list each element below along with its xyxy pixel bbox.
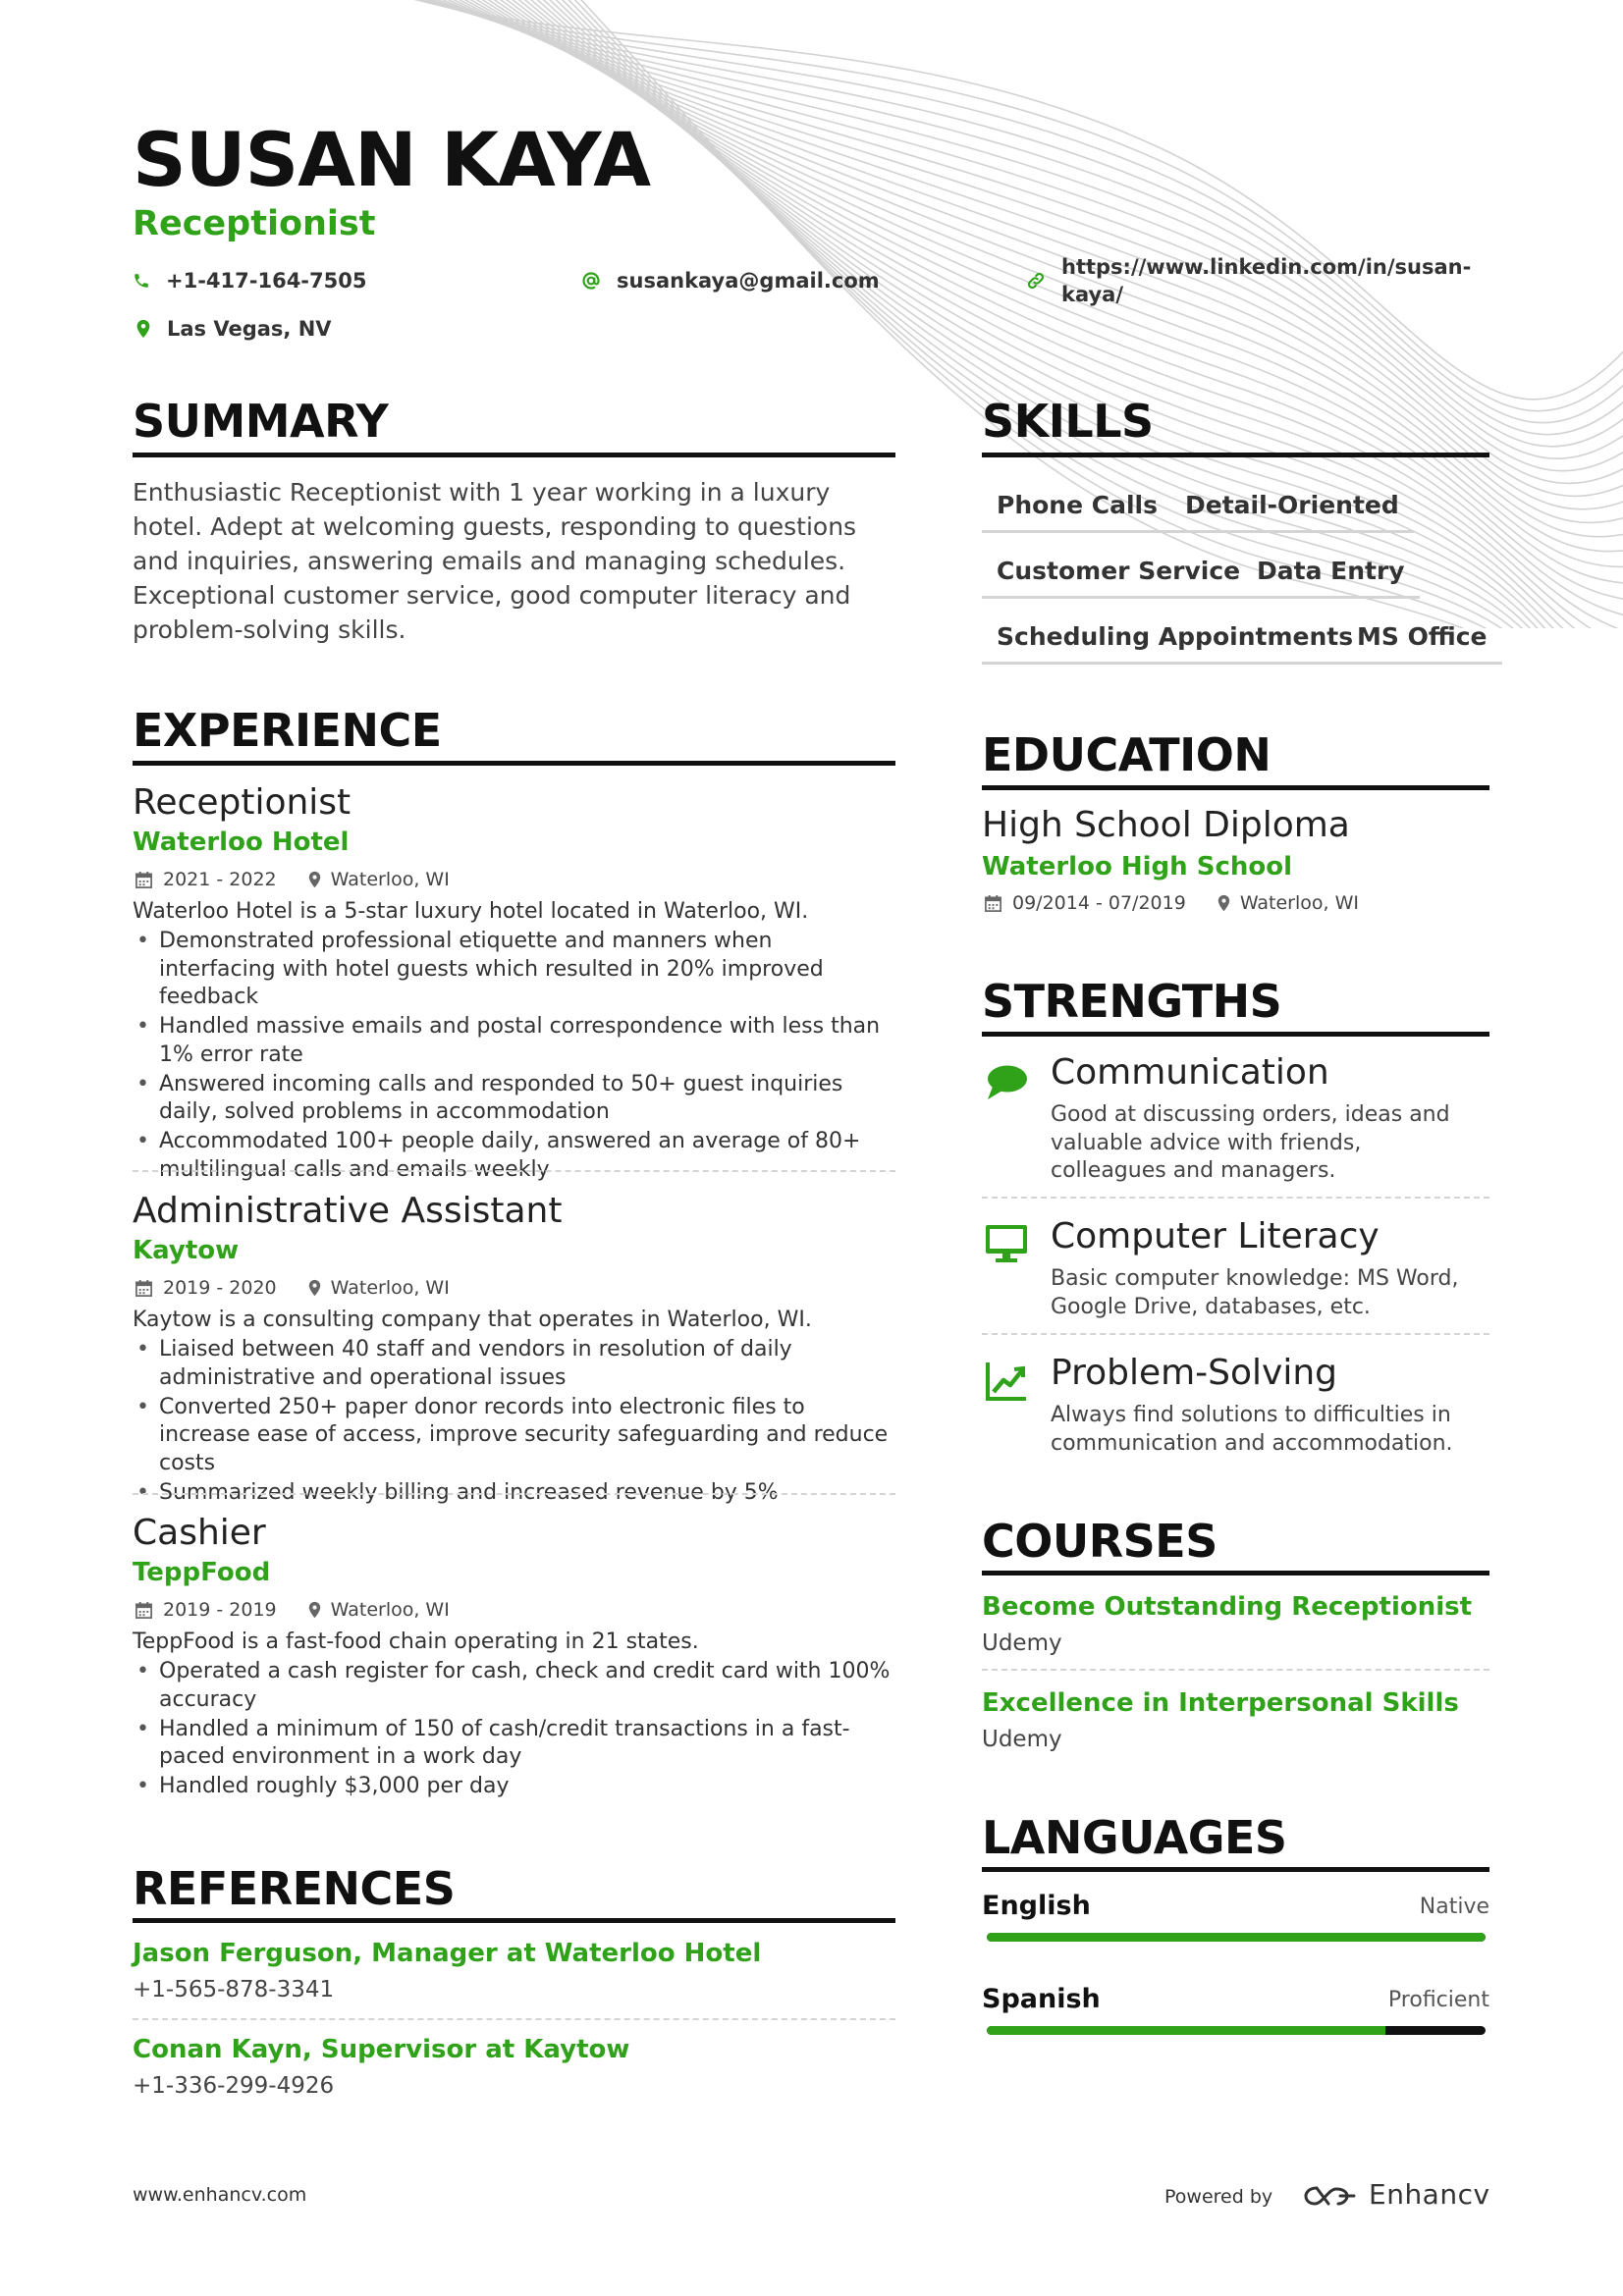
map-pin-icon — [308, 1279, 321, 1297]
email-address[interactable]: susankaya@gmail.com — [617, 269, 880, 293]
linkedin-url[interactable]: https://www.linkedin.com/in/susan-kaya/ — [1061, 255, 1472, 306]
job-location: Waterloo, WI — [330, 1599, 450, 1621]
job-bullets — [133, 928, 895, 1184]
location-text: Las Vegas, NV — [167, 317, 332, 341]
skill-tag: Detail-Oriented — [1170, 491, 1414, 533]
strength-description: Always find solutions to difficulties in communication and accommodation. — [1051, 1403, 1453, 1456]
references-rule — [133, 1918, 895, 1923]
language-name: English — [982, 1891, 1091, 1921]
references-heading: REFERENCES — [133, 1862, 456, 1915]
summary-text: Enthusiastic Receptionist with 1 year working in a luxury hotel. Adept at welcoming guests, responding to questions and inquiries, answering emails and managing schedules. Exceptional customer service, good computer literacy and problem-solving skills. — [133, 478, 857, 644]
linkedin-contact — [1026, 253, 1474, 308]
job-company: Waterloo Hotel — [133, 828, 350, 857]
trend-chart-icon — [985, 1361, 1028, 1402]
wave-line — [409, 0, 1623, 447]
job-meta — [133, 1594, 895, 1626]
education-school: Waterloo High School — [982, 852, 1292, 881]
enhancv-brand[interactable]: Enhancv — [1369, 2178, 1490, 2211]
reference-phone: +1-565-878-3341 — [133, 1977, 335, 2002]
job-bullets — [133, 1336, 895, 1507]
candidate-name: SUSAN KAYA — [133, 116, 651, 203]
enhancv-logo-icon — [1303, 2181, 1357, 2211]
monitor-icon — [985, 1224, 1028, 1263]
job-location: Waterloo, WI — [330, 1277, 450, 1299]
phone-contact — [133, 269, 366, 293]
phone-number[interactable]: +1-417-164-7505 — [166, 269, 367, 293]
language-name: Spanish — [982, 1984, 1101, 2014]
experience-bullet: • Demonstrated professional etiquette and manners when interfacing with hotel guests which resulted in 20% improved feedback — [133, 928, 895, 1012]
experience-bullet: • Summarized weekly billing and increased revenue by 5% — [133, 1479, 895, 1508]
map-pin-icon — [308, 871, 321, 888]
speech-bubble-icon — [985, 1062, 1028, 1101]
course-name: Excellence in Interpersonal Skills — [982, 1688, 1459, 1718]
experience-bullet: • Handled roughly $3,000 per day — [133, 1773, 895, 1801]
experience-bullet: • Answered incoming calls and responded to 50+ guest inquiries daily, solved problems in accommodation — [133, 1071, 895, 1127]
powered-by-label: Powered by — [1164, 2186, 1273, 2208]
job-meta — [133, 1272, 895, 1304]
language-bar-fill — [987, 1933, 1486, 1942]
experience-bullet: • Handled massive emails and postal correspondence with less than 1% error rate — [133, 1013, 895, 1069]
strength-title: Computer Literacy — [1051, 1216, 1380, 1256]
experience-divider — [133, 1493, 895, 1495]
course-provider: Udemy — [982, 1727, 1062, 1752]
strength-title: Communication — [1051, 1052, 1329, 1093]
skill-tag: Scheduling Appointments — [982, 622, 1368, 665]
reference-divider — [133, 2018, 895, 2020]
skill-tag: Phone Calls — [982, 491, 1172, 533]
experience-bullet: • Converted 250+ paper donor records into electronic files to increase ease of access, improve security safeguarding and reduce costs — [133, 1394, 895, 1478]
experience-rule — [133, 761, 895, 766]
calendar-icon — [135, 1279, 153, 1298]
strength-description: Good at discussing orders, ideas and valuable advice with friends, colleagues and managers. — [1051, 1102, 1450, 1183]
skill-tag: Customer Service — [982, 557, 1255, 599]
strength-divider — [982, 1333, 1489, 1335]
job-dates: 2021 - 2022 — [163, 869, 277, 890]
job-bullets — [133, 1658, 895, 1801]
job-dates: 2019 - 2020 — [163, 1277, 277, 1299]
education-meta — [984, 892, 1359, 914]
skills-rule — [982, 453, 1489, 457]
job-location-wrap — [308, 869, 450, 890]
job-meta — [133, 864, 895, 895]
experience-bullet: • Liaised between 40 staff and vendors in resolution of daily administrative and operational issues — [133, 1336, 895, 1392]
language-bar — [987, 2026, 1486, 2035]
job-role: Cashier — [133, 1513, 266, 1553]
at-sign-icon — [581, 271, 601, 291]
course-provider: Udemy — [982, 1630, 1062, 1656]
languages-rule — [982, 1867, 1489, 1872]
language-level: Native — [1419, 1895, 1489, 1919]
job-role: Administrative Assistant — [133, 1191, 563, 1231]
education-heading: EDUCATION — [982, 728, 1271, 781]
education-rule — [982, 785, 1489, 790]
reference-name: Conan Kayn, Supervisor at Kaytow — [133, 2035, 630, 2064]
calendar-icon — [984, 894, 1002, 913]
strength-title: Problem-Solving — [1051, 1353, 1338, 1393]
candidate-title: Receptionist — [133, 204, 376, 243]
strengths-rule — [982, 1032, 1489, 1037]
location-contact — [135, 317, 332, 341]
courses-rule — [982, 1571, 1489, 1575]
education-location: Waterloo, WI — [1239, 892, 1359, 914]
skills-heading: SKILLS — [982, 395, 1154, 448]
job-dates: 2019 - 2019 — [163, 1599, 277, 1621]
job-location-wrap — [308, 1277, 450, 1299]
experience-entry — [133, 782, 895, 1186]
job-company: Kaytow — [133, 1236, 240, 1265]
email-contact — [581, 269, 880, 293]
education-dates: 09/2014 - 07/2019 — [1012, 892, 1186, 914]
link-icon — [1026, 271, 1046, 291]
experience-divider — [133, 1170, 895, 1172]
strength-description: Basic computer knowledge: MS Word, Google Drive, databases, etc. — [1051, 1266, 1459, 1319]
job-role: Receptionist — [133, 782, 352, 823]
map-pin-icon — [135, 319, 151, 339]
experience-bullet: • Operated a cash register for cash, check and credit card with 100% accuracy — [133, 1658, 895, 1714]
education-location-wrap — [1217, 892, 1359, 914]
courses-heading: COURSES — [982, 1515, 1217, 1568]
language-level: Proficient — [1387, 1988, 1489, 2012]
course-divider — [982, 1669, 1489, 1671]
education-degree: High School Diploma — [982, 805, 1350, 845]
skill-tag: MS Office — [1342, 622, 1502, 665]
job-location: Waterloo, WI — [330, 869, 450, 890]
experience-bullet: • Accommodated 100+ people daily, answered an average of 80+ multilingual calls and emails weekly — [133, 1128, 895, 1184]
reference-phone: +1-336-299-4926 — [133, 2073, 335, 2099]
summary-rule — [133, 453, 895, 457]
job-description: TeppFood is a fast-food chain operating in 21 states. — [133, 1629, 699, 1654]
language-bar — [987, 1933, 1486, 1942]
reference-name: Jason Ferguson, Manager at Waterloo Hotel — [133, 1939, 762, 1968]
summary-heading: SUMMARY — [133, 395, 389, 448]
wave-line — [390, 0, 1623, 411]
experience-entry — [133, 1191, 895, 1509]
map-pin-icon — [1217, 894, 1230, 912]
phone-icon — [133, 272, 150, 290]
language-bar-fill — [987, 2026, 1385, 2035]
strength-divider — [982, 1197, 1489, 1199]
job-description: Waterloo Hotel is a 5-star luxury hotel located in Waterloo, WI. — [133, 899, 809, 924]
languages-heading: LANGUAGES — [982, 1811, 1287, 1864]
skill-tag: Data Entry — [1242, 557, 1420, 599]
job-location-wrap — [308, 1599, 450, 1621]
job-company: TeppFood — [133, 1558, 271, 1587]
course-name: Become Outstanding Receptionist — [982, 1592, 1473, 1622]
strengths-heading: STRENGTHS — [982, 975, 1282, 1028]
map-pin-icon — [308, 1601, 321, 1619]
calendar-icon — [135, 1601, 153, 1620]
job-description: Kaytow is a consulting company that operates in Waterloo, WI. — [133, 1308, 812, 1332]
experience-entry — [133, 1513, 895, 1802]
footer-url[interactable]: www.enhancv.com — [133, 2184, 307, 2206]
experience-heading: EXPERIENCE — [133, 704, 442, 757]
calendar-icon — [135, 871, 153, 889]
experience-bullet: • Handled a minimum of 150 of cash/credit transactions in a fast-paced environment in a work day — [133, 1716, 895, 1772]
